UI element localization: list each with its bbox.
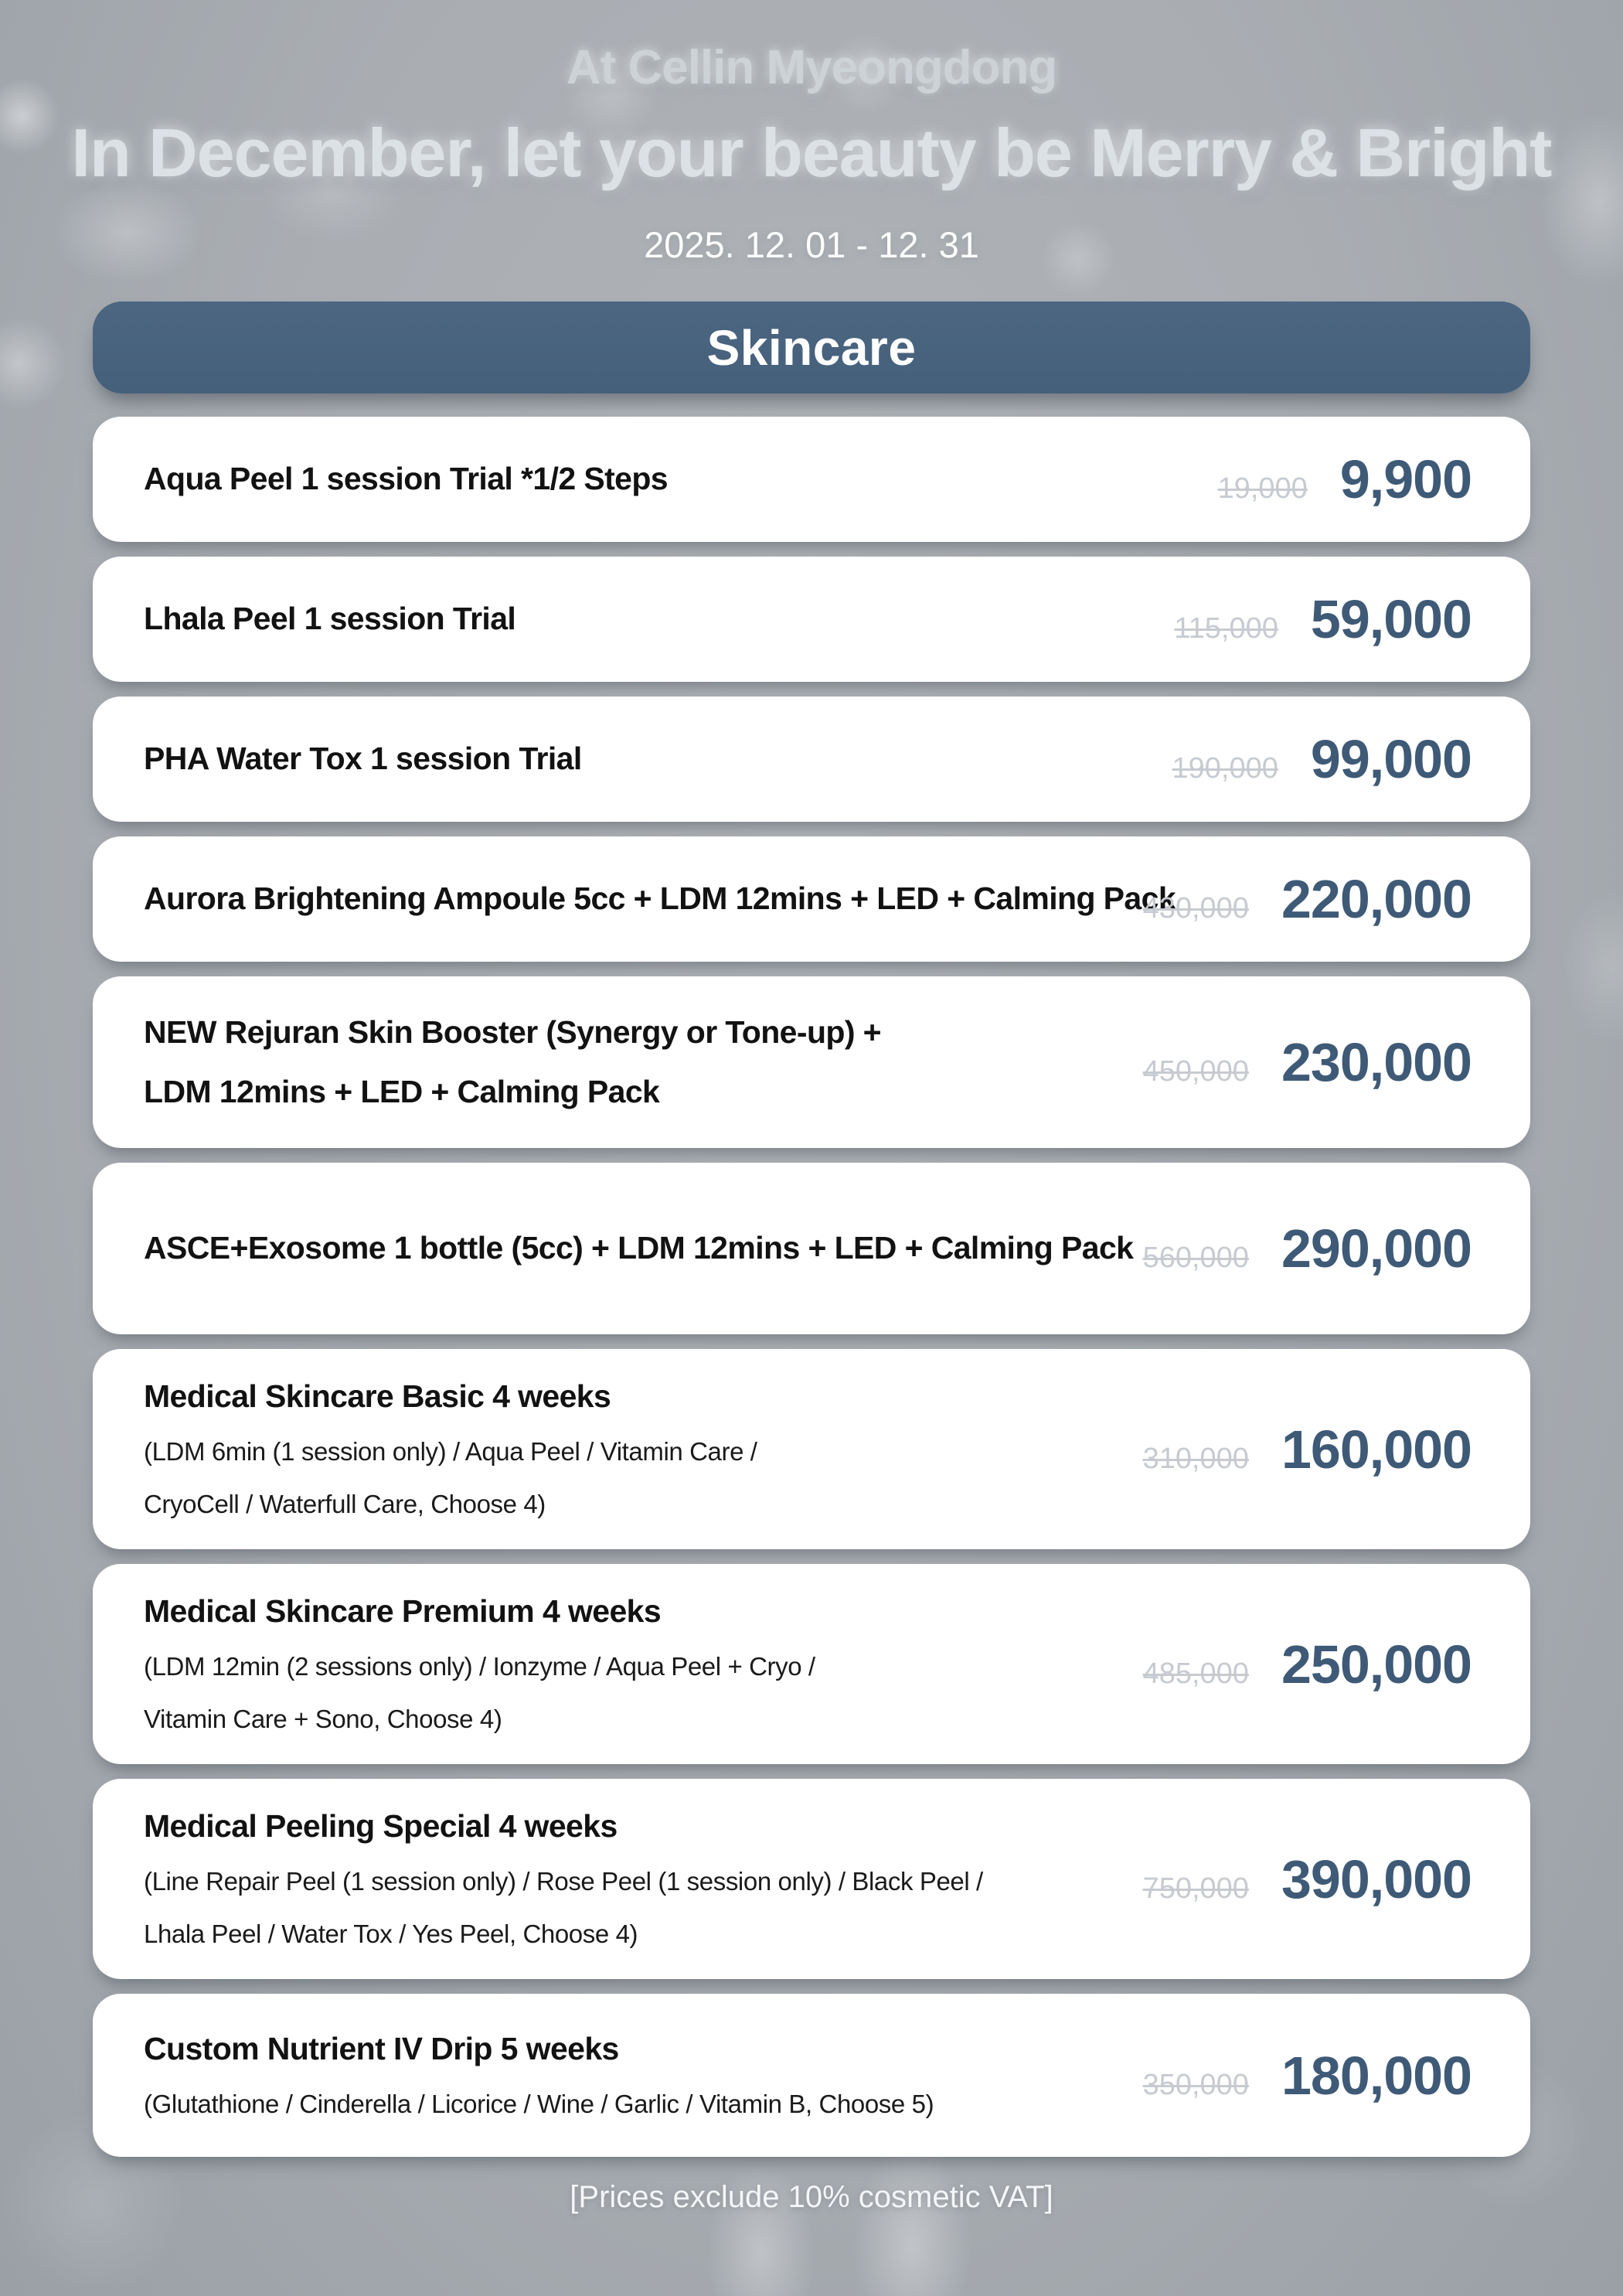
new-price: 250,000 — [1281, 1633, 1472, 1695]
header — [0, 0, 1623, 266]
item-description: (Line Repair Peel (1 session only) / Rose Peel (1 session only) / Black Peel / — [144, 1867, 983, 1896]
price-card-pha-water-tox — [93, 697, 1530, 822]
old-price: 350,000 — [1142, 2068, 1249, 2101]
price-card-aurora-ampoule — [93, 836, 1530, 962]
old-price: 560,000 — [1142, 1242, 1249, 1274]
item-description-line2: Lhala Peel / Water Tox / Yes Peel, Choose 4) — [144, 1920, 638, 1949]
item-description-line2: Vitamin Care + Sono, Choose 4) — [144, 1705, 502, 1734]
item-name: Aqua Peel 1 session Trial *1/2 Steps — [144, 461, 669, 497]
item-name: PHA Water Tox 1 session Trial — [144, 741, 582, 777]
item-name: Medical Skincare Basic 4 weeks — [144, 1378, 611, 1415]
new-price: 160,000 — [1281, 1419, 1472, 1480]
old-price: 115,000 — [1174, 612, 1278, 645]
promo-title: In December, let your beauty be Merry & Bright — [71, 114, 1552, 191]
vat-disclaimer: [Prices exclude 10% cosmetic VAT] — [570, 2180, 1053, 2214]
new-price: 180,000 — [1281, 2045, 1472, 2106]
old-price: 485,000 — [1142, 1657, 1249, 1690]
price-card-peeling-special — [93, 1779, 1530, 1979]
old-price: 190,000 — [1172, 752, 1278, 785]
price-card-aqua-peel — [93, 417, 1530, 542]
item-description: (LDM 12min (2 sessions only) / Ionzyme / Aqua Peel + Cryo / — [144, 1652, 815, 1681]
promo-date-range: 2025. 12. 01 - 12. 31 — [644, 224, 979, 265]
item-name: Custom Nutrient IV Drip 5 weeks — [144, 2031, 619, 2067]
old-price: 310,000 — [1142, 1442, 1249, 1475]
new-price: 9,900 — [1339, 449, 1472, 509]
price-card-asce-exosome — [93, 1163, 1530, 1334]
new-price: 390,000 — [1281, 1848, 1472, 1909]
new-price: 59,000 — [1310, 589, 1472, 649]
item-name: Medical Peeling Special 4 weeks — [144, 1808, 618, 1845]
price-card-iv-drip — [93, 1994, 1530, 2157]
skincare-section-bar — [93, 301, 1530, 393]
price-card-rejuran-booster — [93, 976, 1530, 1148]
price-card-skincare-premium — [93, 1564, 1530, 1764]
item-name: ASCE+Exosome 1 bottle (5cc) + LDM 12mins + LED + Calming Pack — [144, 1230, 1134, 1266]
old-price: 19,000 — [1217, 472, 1308, 505]
item-name-line2: LDM 12mins + LED + Calming Pack — [144, 1073, 660, 1109]
item-name: Lhala Peel 1 session Trial — [144, 601, 516, 637]
old-price: 450,000 — [1142, 1055, 1249, 1088]
price-card-lhala-peel — [93, 557, 1530, 682]
item-name: Medical Skincare Premium 4 weeks — [144, 1593, 662, 1630]
item-description: (LDM 6min (1 session only) / Aqua Peel / Vitamin Care / — [144, 1437, 757, 1467]
new-price: 290,000 — [1281, 1218, 1472, 1279]
new-price: 220,000 — [1281, 869, 1472, 929]
item-name: NEW Rejuran Skin Booster (Synergy or Tone-up) + — [144, 1014, 882, 1051]
section-title: Skincare — [706, 319, 917, 376]
price-card-skincare-basic — [93, 1349, 1530, 1549]
item-description-line2: CryoCell / Waterfull Care, Choose 4) — [144, 1490, 546, 1519]
item-name: Aurora Brightening Ampoule 5cc + LDM 12mins + LED + Calming Pack — [144, 881, 1176, 917]
price-card-list — [93, 417, 1530, 2157]
item-description: (Glutathione / Cinderella / Licorice / Wine / Garlic / Vitamin B, Choose 5) — [144, 2090, 934, 2119]
promo-subtitle: At Cellin Myeongdong — [566, 41, 1057, 94]
old-price: 750,000 — [1142, 1872, 1249, 1905]
new-price: 99,000 — [1310, 729, 1472, 789]
new-price: 230,000 — [1281, 1032, 1472, 1092]
old-price: 430,000 — [1142, 892, 1249, 925]
